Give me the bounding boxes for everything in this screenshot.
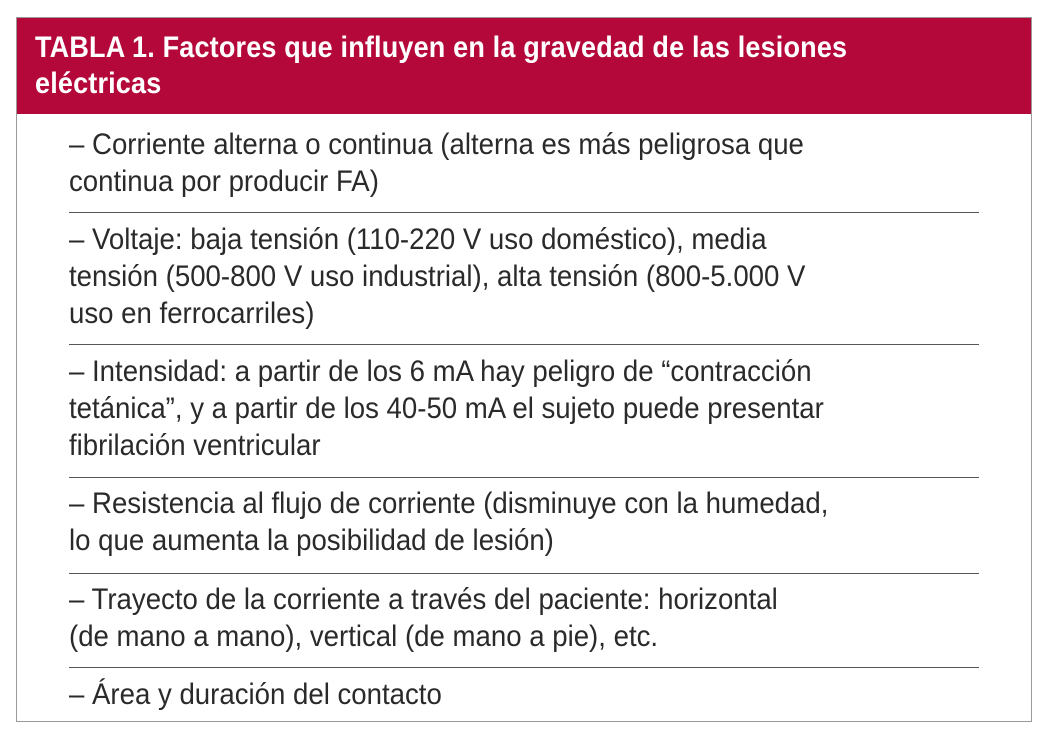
row-text-resistance: – Resistencia al flujo de corriente (disminuye con la humedad, lo que aumenta la posibilidad de lesión) (69, 487, 829, 557)
row-text-current-type: – Corriente alterna o continua (alterna es más peligrosa que continua por producir FA) (69, 128, 804, 198)
row-text-intensity: – Intensidad: a partir de los 6 mA hay peligro de “contracción tetánica”, y a partir de los 40-50 mA el sujeto puede presentar fibrilación ventricular (69, 355, 824, 462)
factors-table (16, 17, 1032, 722)
row-divider (69, 477, 979, 478)
row-text-voltage: – Voltaje: baja tensión (110-220 V uso doméstico), media tensión (500-800 V uso industrial), alta tensión (800-5.000 V uso en ferrocarriles) (69, 223, 806, 330)
row-divider (69, 344, 979, 345)
table-row (69, 581, 979, 655)
row-text-area-duration: – Área y duración del contacto (69, 678, 442, 711)
table-row (69, 353, 979, 464)
table-row (69, 485, 979, 559)
row-divider (69, 667, 979, 668)
row-divider (69, 212, 979, 213)
table-row (69, 221, 979, 332)
table-row (69, 126, 979, 200)
table-header (17, 18, 1031, 114)
table-row (69, 676, 979, 713)
row-divider (69, 573, 979, 574)
table-title: TABLA 1. Factores que influyen en la gravedad de las lesiones eléctricas (35, 31, 848, 100)
row-text-path: – Trayecto de la corriente a través del paciente: horizontal (de mano a mano), vertical (de mano a pie), etc. (69, 583, 778, 653)
